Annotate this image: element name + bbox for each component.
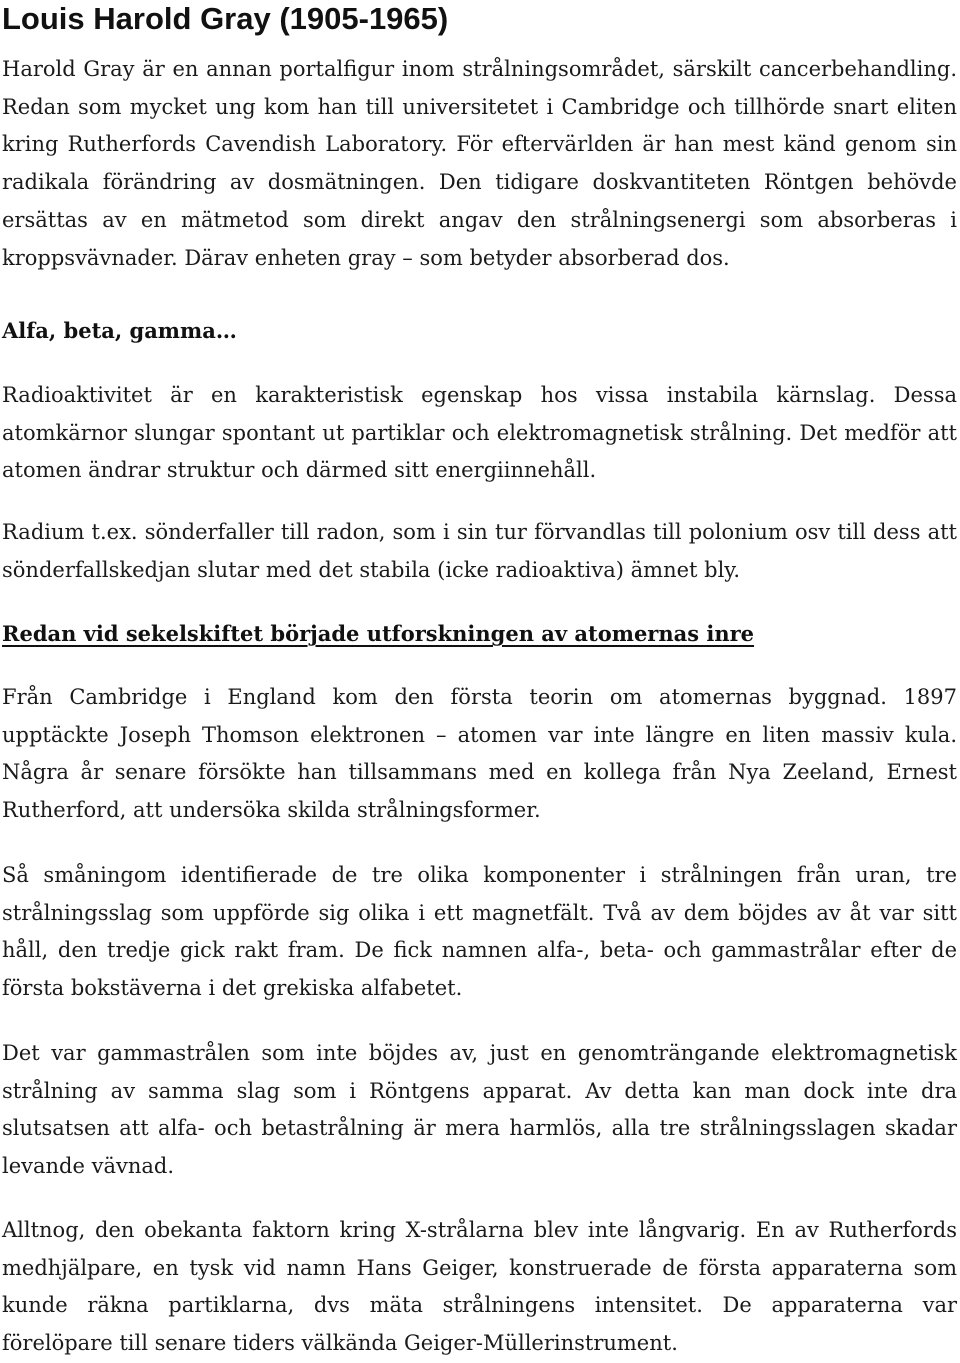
body-paragraph: Från Cambridge i England kom den första teorin om atomernas byggnad. 1897 upptäckte Joseph Thomson elektronen – atomen var inte längre en liten massiv kula. Några år senare försökte han tillsammans med en kollega från Nya Zeeland, Ernest Rutherford, att undersöka skilda strålningsformer. [2,685,957,823]
section-heading-sekelskiftet: Redan vid sekelskiftet började utforskningen av atomernas inre [2,621,755,646]
body-paragraph: Så småningom identifierade de tre olika komponenter i strålningen från uran, tre strålningsslag som uppförde sig olika i ett magnetfält. Två av dem böjdes av åt var sitt håll, den tredje gick rakt fram. De fick namnen alfa-, beta- och gammastrålar efter de första bokstäverna i det grekiska alfabetet. [2,863,957,1001]
body-paragraph: Radioaktivitet är en karakteristisk egenskap hos vissa instabila kärnslag. Dessa atomkärnor slungar spontant ut partiklar och elektromagnetisk strålning. Det medför att atomen ändrar struktur och därmed sitt energiinnehåll. [2,383,957,483]
body-paragraph: Alltnog, den obekanta faktorn kring X-strålarna blev inte långvarig. En av Rutherfords medhjälpare, en tysk vid namn Hans Geiger, konstruerade de första apparaterna som kunde räkna partiklarna, dvs mäta strålningens intensitet. De apparaterna var förelöpare till senare tiders välkända Geiger-Müllerinstrument. [2,1218,957,1356]
body-paragraph: Radium t.ex. sönderfaller till radon, som i sin tur förvandlas till polonium osv till dess att sönderfallskedjan slutar med det stabila (icke radioaktiva) ämnet bly. [2,520,957,582]
body-paragraph: Det var gammastrålen som inte böjdes av, just en genomträngande elektromagnetisk strålning av samma slag som i Röntgens apparat. Av detta kan man dock inte dra slutsatsen att alfa- och betastrålning är mera harmlös, alla tre strålningsslagen skadar levande vävnad. [2,1041,957,1179]
page-title: Louis Harold Gray (1905-1965) [2,1,449,36]
intro-paragraph: Harold Gray är en annan portalfigur inom strålningsområdet, särskilt cancerbehandling. Redan som mycket ung kom han till universitetet i Cambridge och tillhörde snart eliten kring Rutherfords Cavendish Laboratory. För eftervärlden är han mest känd genom sin radikala förändring av dosmätningen. Den tidigare doskvantiteten Röntgen behövde ersättas av en mätmetod som direkt angav den strålningsenergi som absorberas i kroppsvävnader. Därav enheten gray – som betyder absorberad dos. [2,57,957,270]
section-heading-alfa-beta-gamma: Alfa, beta, gamma… [2,318,237,343]
